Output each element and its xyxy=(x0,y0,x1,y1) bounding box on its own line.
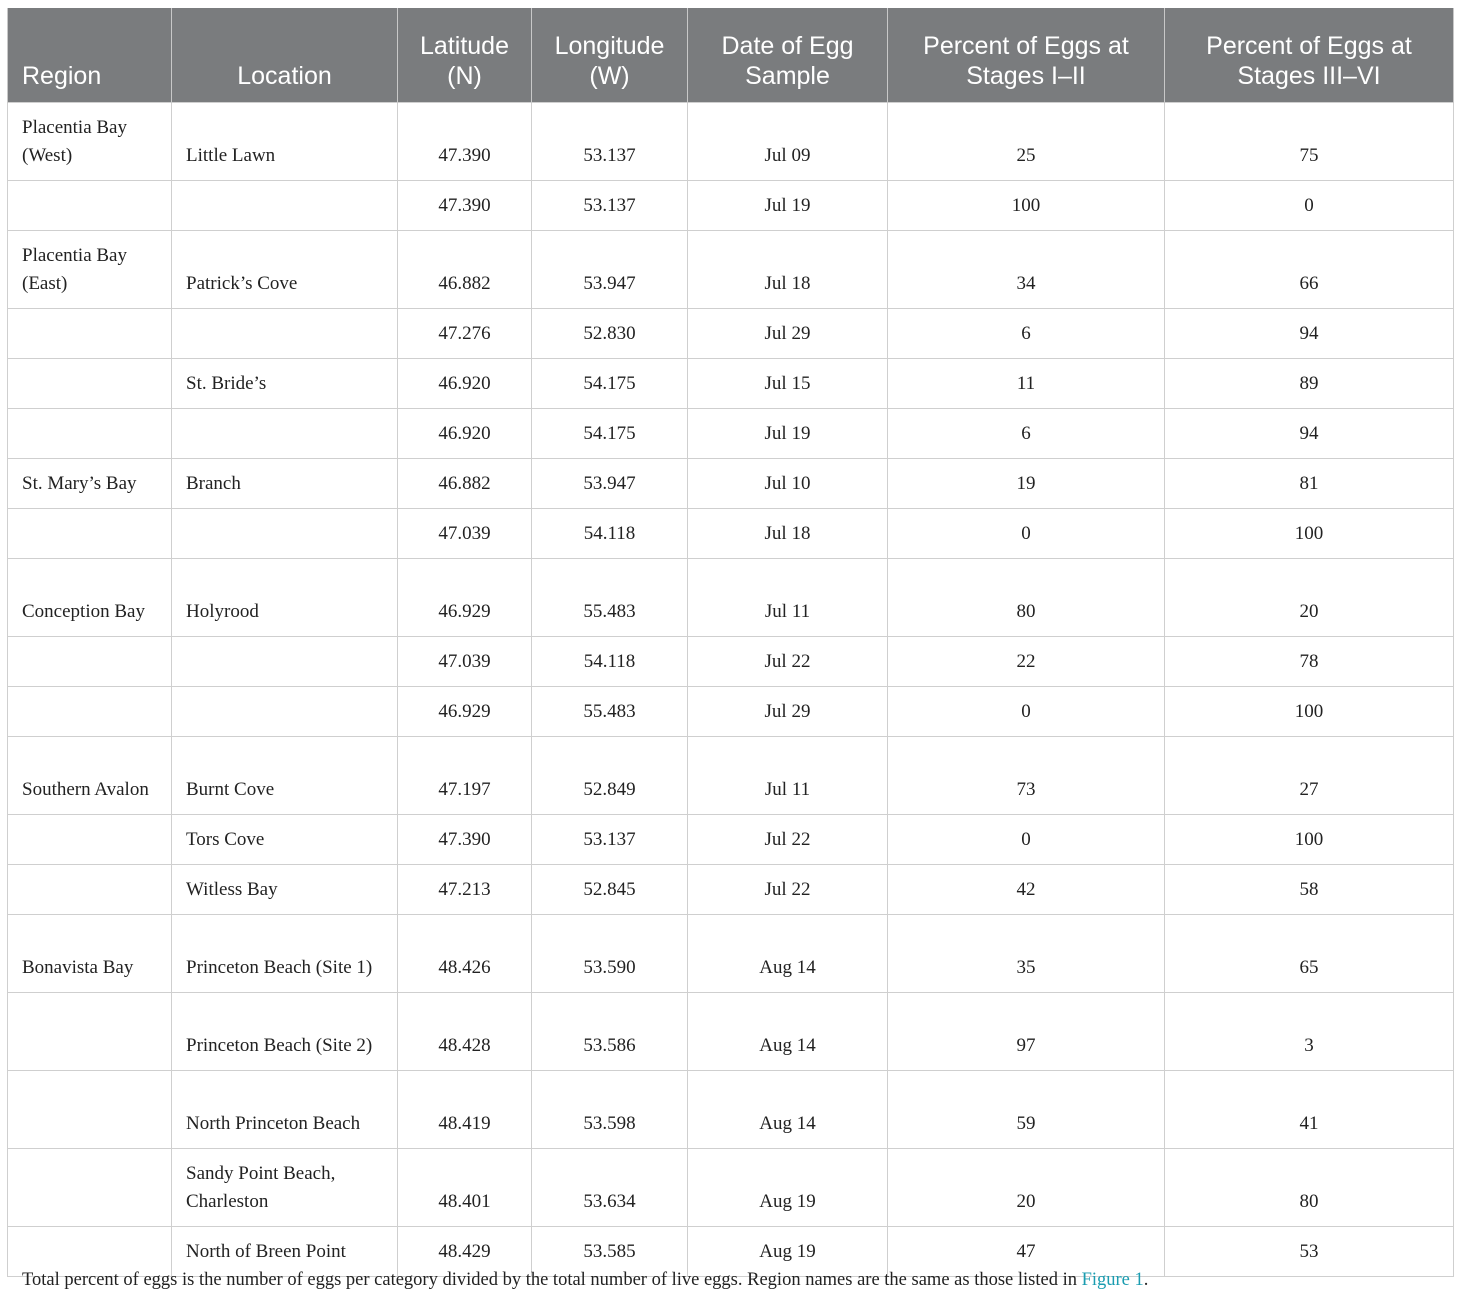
table-row xyxy=(8,509,1454,559)
cell-stages-3-6: 27 xyxy=(1165,737,1454,815)
cell-stages-3-6: 3 xyxy=(1165,993,1454,1071)
cell-stages-1-2: 6 xyxy=(888,309,1165,359)
cell-stages-1-2: 34 xyxy=(888,231,1165,309)
table-row xyxy=(8,309,1454,359)
cell-region xyxy=(8,1149,172,1227)
cell-longitude: 53.590 xyxy=(532,915,688,993)
cell-stages-3-6: 65 xyxy=(1165,915,1454,993)
cell-stages-3-6: 20 xyxy=(1165,559,1454,637)
cell-stages-1-2: 6 xyxy=(888,409,1165,459)
cell-stages-1-2: 35 xyxy=(888,915,1165,993)
cell-stages-1-2: 22 xyxy=(888,637,1165,687)
column-header-stages-1-2: Percent of Eggs at Stages I–II xyxy=(888,8,1165,103)
footnote-text: Total percent of eggs is the number of eggs per category divided by the total number of live eggs. Region names are the same as those listed in xyxy=(22,1270,1082,1290)
cell-region: Bonavista Bay xyxy=(8,915,172,993)
table-row xyxy=(8,865,1454,915)
cell-stages-1-2: 97 xyxy=(888,993,1165,1071)
cell-location: Holyrood xyxy=(172,559,398,637)
table-row xyxy=(8,231,1454,309)
table-row xyxy=(8,815,1454,865)
cell-longitude: 53.137 xyxy=(532,815,688,865)
cell-latitude: 47.390 xyxy=(398,815,532,865)
cell-date: Jul 09 xyxy=(688,103,888,181)
cell-longitude: 52.845 xyxy=(532,865,688,915)
column-header-region: Region xyxy=(8,8,172,103)
cell-longitude: 53.586 xyxy=(532,993,688,1071)
table-row xyxy=(8,1071,1454,1149)
cell-location: Little Lawn xyxy=(172,103,398,181)
cell-location: Patrick’s Cove xyxy=(172,231,398,309)
cell-longitude: 53.634 xyxy=(532,1149,688,1227)
cell-location: Sandy Point Beach, Charleston xyxy=(172,1149,398,1227)
cell-date: Jul 11 xyxy=(688,559,888,637)
cell-latitude: 47.039 xyxy=(398,509,532,559)
cell-region xyxy=(8,181,172,231)
footnote-end: . xyxy=(1143,1270,1149,1290)
cell-location: Branch xyxy=(172,459,398,509)
cell-region xyxy=(8,1071,172,1149)
cell-location: Witless Bay xyxy=(172,865,398,915)
table-row xyxy=(8,459,1454,509)
column-header-stages-3-6: Percent of Eggs at Stages III–VI xyxy=(1165,8,1454,103)
cell-date: Jul 11 xyxy=(688,737,888,815)
table-row xyxy=(8,993,1454,1071)
cell-latitude: 48.419 xyxy=(398,1071,532,1149)
cell-latitude: 48.401 xyxy=(398,1149,532,1227)
cell-latitude: 46.920 xyxy=(398,409,532,459)
cell-stages-3-6: 81 xyxy=(1165,459,1454,509)
cell-date: Jul 22 xyxy=(688,637,888,687)
cell-date: Jul 18 xyxy=(688,509,888,559)
table-row xyxy=(8,181,1454,231)
cell-stages-3-6: 41 xyxy=(1165,1071,1454,1149)
cell-region xyxy=(8,993,172,1071)
cell-longitude: 53.137 xyxy=(532,103,688,181)
table-row xyxy=(8,915,1454,993)
cell-location xyxy=(172,687,398,737)
cell-location xyxy=(172,637,398,687)
cell-stages-3-6: 94 xyxy=(1165,409,1454,459)
cell-location: North Princeton Beach xyxy=(172,1071,398,1149)
cell-region xyxy=(8,865,172,915)
cell-stages-3-6: 80 xyxy=(1165,1149,1454,1227)
table-row xyxy=(8,737,1454,815)
cell-date: Jul 22 xyxy=(688,865,888,915)
column-header-latitude: Latitude (N) xyxy=(398,8,532,103)
cell-stages-1-2: 47 xyxy=(888,1227,1165,1277)
cell-region: Placentia Bay (West) xyxy=(8,103,172,181)
cell-location xyxy=(172,309,398,359)
cell-latitude: 46.929 xyxy=(398,687,532,737)
table-row xyxy=(8,559,1454,637)
cell-latitude: 47.276 xyxy=(398,309,532,359)
cell-latitude: 48.429 xyxy=(398,1227,532,1277)
cell-date: Aug 14 xyxy=(688,993,888,1071)
cell-latitude: 48.428 xyxy=(398,993,532,1071)
cell-latitude: 46.920 xyxy=(398,359,532,409)
table-row xyxy=(8,1227,1454,1277)
cell-stages-1-2: 0 xyxy=(888,815,1165,865)
table-footnote xyxy=(22,1270,1442,1291)
cell-latitude: 47.039 xyxy=(398,637,532,687)
cell-location: Princeton Beach (Site 2) xyxy=(172,993,398,1071)
figure-1-link[interactable]: Figure 1 xyxy=(1081,1270,1144,1290)
cell-stages-3-6: 75 xyxy=(1165,103,1454,181)
cell-stages-1-2: 20 xyxy=(888,1149,1165,1227)
column-header-date: Date of Egg Sample xyxy=(688,8,888,103)
cell-region xyxy=(8,815,172,865)
cell-stages-1-2: 11 xyxy=(888,359,1165,409)
cell-longitude: 54.118 xyxy=(532,509,688,559)
table-row xyxy=(8,1149,1454,1227)
table-row xyxy=(8,687,1454,737)
cell-region xyxy=(8,1227,172,1277)
cell-stages-3-6: 0 xyxy=(1165,181,1454,231)
cell-longitude: 54.175 xyxy=(532,409,688,459)
cell-location: Tors Cove xyxy=(172,815,398,865)
cell-region xyxy=(8,309,172,359)
cell-location xyxy=(172,509,398,559)
cell-region: St. Mary’s Bay xyxy=(8,459,172,509)
table-row xyxy=(8,637,1454,687)
cell-stages-3-6: 100 xyxy=(1165,815,1454,865)
cell-stages-3-6: 89 xyxy=(1165,359,1454,409)
cell-stages-1-2: 80 xyxy=(888,559,1165,637)
cell-date: Jul 29 xyxy=(688,309,888,359)
cell-date: Jul 10 xyxy=(688,459,888,509)
cell-date: Jul 19 xyxy=(688,181,888,231)
cell-region: Southern Avalon xyxy=(8,737,172,815)
cell-date: Aug 14 xyxy=(688,915,888,993)
cell-longitude: 53.137 xyxy=(532,181,688,231)
cell-latitude: 47.390 xyxy=(398,103,532,181)
cell-longitude: 53.947 xyxy=(532,459,688,509)
cell-longitude: 53.598 xyxy=(532,1071,688,1149)
cell-longitude: 52.849 xyxy=(532,737,688,815)
cell-location xyxy=(172,181,398,231)
table-row xyxy=(8,359,1454,409)
cell-stages-3-6: 78 xyxy=(1165,637,1454,687)
table-row xyxy=(8,409,1454,459)
cell-stages-1-2: 19 xyxy=(888,459,1165,509)
cell-stages-1-2: 0 xyxy=(888,687,1165,737)
cell-longitude: 54.175 xyxy=(532,359,688,409)
cell-longitude: 53.947 xyxy=(532,231,688,309)
cell-date: Jul 22 xyxy=(688,815,888,865)
cell-latitude: 47.213 xyxy=(398,865,532,915)
table-header-row xyxy=(8,8,1454,103)
cell-location: Princeton Beach (Site 1) xyxy=(172,915,398,993)
cell-stages-3-6: 66 xyxy=(1165,231,1454,309)
cell-longitude: 52.830 xyxy=(532,309,688,359)
cell-latitude: 46.882 xyxy=(398,459,532,509)
cell-stages-1-2: 59 xyxy=(888,1071,1165,1149)
cell-stages-3-6: 94 xyxy=(1165,309,1454,359)
cell-location xyxy=(172,409,398,459)
cell-stages-1-2: 100 xyxy=(888,181,1165,231)
cell-longitude: 53.585 xyxy=(532,1227,688,1277)
table-row xyxy=(8,103,1454,181)
cell-date: Jul 18 xyxy=(688,231,888,309)
cell-stages-3-6: 100 xyxy=(1165,509,1454,559)
data-table-container xyxy=(7,8,1453,1277)
cell-latitude: 46.882 xyxy=(398,231,532,309)
cell-region xyxy=(8,509,172,559)
cell-location: St. Bride’s xyxy=(172,359,398,409)
cell-latitude: 46.929 xyxy=(398,559,532,637)
cell-latitude: 48.426 xyxy=(398,915,532,993)
cell-stages-1-2: 0 xyxy=(888,509,1165,559)
cell-region: Placentia Bay (East) xyxy=(8,231,172,309)
cell-date: Jul 15 xyxy=(688,359,888,409)
cell-latitude: 47.390 xyxy=(398,181,532,231)
cell-region xyxy=(8,409,172,459)
cell-region xyxy=(8,687,172,737)
column-header-location: Location xyxy=(172,8,398,103)
cell-date: Jul 29 xyxy=(688,687,888,737)
cell-stages-3-6: 100 xyxy=(1165,687,1454,737)
cell-region xyxy=(8,637,172,687)
cell-region xyxy=(8,359,172,409)
cell-date: Aug 19 xyxy=(688,1149,888,1227)
cell-stages-3-6: 58 xyxy=(1165,865,1454,915)
egg-stage-table xyxy=(7,8,1454,1277)
cell-latitude: 47.197 xyxy=(398,737,532,815)
cell-date: Jul 19 xyxy=(688,409,888,459)
cell-region: Conception Bay xyxy=(8,559,172,637)
cell-location: Burnt Cove xyxy=(172,737,398,815)
cell-stages-1-2: 25 xyxy=(888,103,1165,181)
cell-longitude: 54.118 xyxy=(532,637,688,687)
cell-longitude: 55.483 xyxy=(532,687,688,737)
cell-stages-1-2: 42 xyxy=(888,865,1165,915)
cell-date: Aug 14 xyxy=(688,1071,888,1149)
cell-location: North of Breen Point xyxy=(172,1227,398,1277)
cell-date: Aug 19 xyxy=(688,1227,888,1277)
cell-longitude: 55.483 xyxy=(532,559,688,637)
cell-stages-1-2: 73 xyxy=(888,737,1165,815)
cell-stages-3-6: 53 xyxy=(1165,1227,1454,1277)
column-header-longitude: Longitude (W) xyxy=(532,8,688,103)
